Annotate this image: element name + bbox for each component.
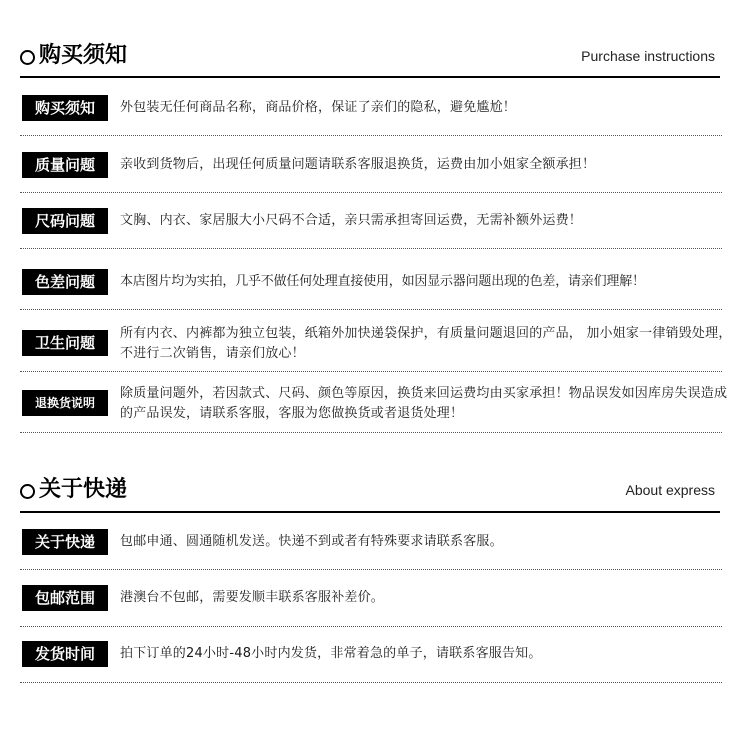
dotted-divider [20, 682, 722, 683]
express-section-header [20, 476, 720, 506]
purchase-section-subtitle: Purchase instructions [581, 48, 715, 64]
circle-bullet-icon [20, 50, 35, 65]
dotted-divider [20, 626, 722, 627]
express-tag: 发货时间 [22, 641, 108, 667]
express-section-subtitle: About express [625, 482, 715, 498]
purchase-header-divider [20, 76, 720, 78]
dotted-divider [20, 569, 722, 570]
express-section-title: 关于快递 [39, 477, 128, 502]
dotted-divider [20, 309, 722, 310]
dotted-divider [20, 371, 722, 372]
purchase-tag: 质量问题 [22, 152, 108, 178]
purchase-text: 所有内衣、内裤都为独立包装，纸箱外加快递袋保护，有质量问题退回的产品， 加小姐家一律销毁处理，不进行二次销售，请亲们放心！ [120, 326, 732, 361]
purchase-tag: 卫生问题 [22, 330, 108, 356]
purchase-tag: 退换货说明 [22, 390, 108, 416]
purchase-tag: 色差问题 [22, 269, 108, 295]
purchase-section-header [20, 42, 720, 72]
dotted-divider [20, 248, 722, 249]
express-tag: 包邮范围 [22, 585, 108, 611]
dotted-divider [20, 432, 722, 433]
purchase-text: 外包装无任何商品名称，商品价格，保证了亲们的隐私，避免尴尬！ [120, 100, 517, 115]
express-text: 拍下订单的24小时-48小时内发货，非常着急的单子，请联系客服告知。 [120, 646, 542, 661]
express-text: 港澳台不包邮，需要发顺丰联系客服补差价。 [120, 590, 385, 605]
purchase-tag: 购买须知 [22, 95, 108, 121]
dotted-divider [20, 135, 722, 136]
dotted-divider [20, 192, 722, 193]
purchase-text: 文胸、内衣、家居服大小尺码不合适，亲只需承担寄回运费，无需补额外运费！ [120, 213, 583, 228]
express-header-divider [20, 511, 720, 513]
purchase-text: 亲收到货物后，出现任何质量问题请联系客服退换货，运费由加小姐家全额承担！ [120, 157, 596, 172]
purchase-text: 本店图片均为实拍，几乎不做任何处理直接使用，如因显示器问题出现的色差，请亲们理解！ [120, 274, 645, 289]
purchase-tag: 尺码问题 [22, 208, 108, 234]
circle-bullet-icon [20, 484, 35, 499]
express-tag: 关于快递 [22, 529, 108, 555]
purchase-section-title: 购买须知 [39, 43, 128, 68]
purchase-text: 除质量问题外，若因款式、尺码、颜色等原因，换货来回运费均由买家承担！物品误发如因库房失误造成的产品误发，请联系客服，客服为您做换货或者退货处理！ [120, 386, 728, 421]
express-text: 包邮申通、圆通随机发送。快递不到或者有特殊要求请联系客服。 [120, 534, 503, 549]
